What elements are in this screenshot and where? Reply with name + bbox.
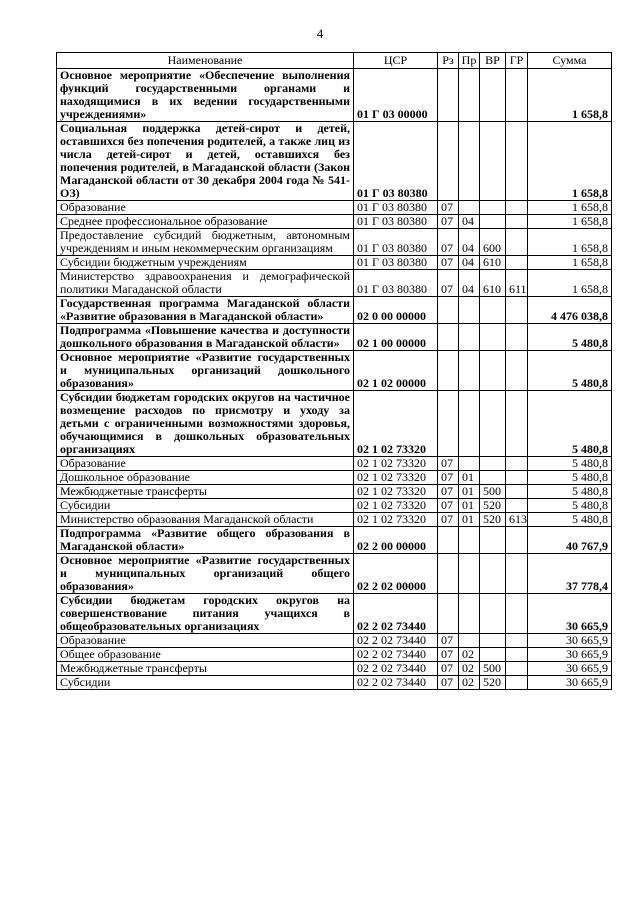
row-vr — [480, 634, 506, 648]
row-rz: 07 — [438, 270, 459, 297]
row-vr — [480, 648, 506, 662]
row-rz — [438, 554, 459, 594]
row-rz — [438, 69, 459, 122]
table-row — [57, 648, 612, 662]
row-gr — [506, 201, 528, 215]
row-sum: 1 658,8 — [528, 229, 612, 256]
row-pr: 04 — [459, 256, 480, 270]
row-gr — [506, 256, 528, 270]
row-name: Государственная программа Магаданской области «Развитие образования в Магаданской области» — [57, 297, 354, 324]
row-sum: 40 767,9 — [528, 527, 612, 554]
row-csr: 02 1 02 73320 — [354, 499, 438, 513]
table-row — [57, 554, 612, 594]
row-sum: 1 658,8 — [528, 270, 612, 297]
row-vr — [480, 201, 506, 215]
row-sum: 4 476 038,8 — [528, 297, 612, 324]
table-row — [57, 351, 612, 391]
row-pr — [459, 527, 480, 554]
row-vr — [480, 527, 506, 554]
row-csr: 02 2 02 73440 — [354, 648, 438, 662]
row-csr: 01 Г 03 80380 — [354, 201, 438, 215]
row-vr — [480, 594, 506, 634]
row-name: Министерство здравоохранения и демографической политики Магаданской области — [57, 270, 354, 297]
row-gr — [506, 122, 528, 201]
header-vr: ВР — [480, 53, 506, 69]
row-csr: 02 2 02 73440 — [354, 662, 438, 676]
table-header-row — [57, 53, 612, 69]
row-gr — [506, 69, 528, 122]
row-csr: 02 2 02 00000 — [354, 554, 438, 594]
row-sum: 37 778,4 — [528, 554, 612, 594]
row-vr — [480, 391, 506, 457]
row-rz: 07 — [438, 485, 459, 499]
row-name: Образование — [57, 457, 354, 471]
row-csr: 02 1 02 73320 — [354, 513, 438, 527]
row-sum: 1 658,8 — [528, 201, 612, 215]
row-vr: 500 — [480, 485, 506, 499]
row-sum: 1 658,8 — [528, 215, 612, 229]
row-name: Образование — [57, 634, 354, 648]
row-csr: 02 1 02 73320 — [354, 485, 438, 499]
row-csr: 02 1 02 73320 — [354, 471, 438, 485]
header-gr: ГР — [506, 53, 528, 69]
table-row — [57, 634, 612, 648]
table-row — [57, 662, 612, 676]
table-row — [57, 270, 612, 297]
row-name: Дошкольное образование — [57, 471, 354, 485]
row-sum: 1 658,8 — [528, 256, 612, 270]
row-sum: 30 665,9 — [528, 676, 612, 690]
row-vr: 520 — [480, 499, 506, 513]
row-gr — [506, 676, 528, 690]
row-csr: 02 2 02 73440 — [354, 676, 438, 690]
row-pr: 04 — [459, 270, 480, 297]
row-csr: 02 2 02 73440 — [354, 634, 438, 648]
row-pr — [459, 297, 480, 324]
row-rz — [438, 351, 459, 391]
header-rz: Рз — [438, 53, 459, 69]
table-row — [57, 122, 612, 201]
row-vr — [480, 215, 506, 229]
table-row — [57, 201, 612, 215]
row-name: Подпрограмма «Развитие общего образования в Магаданской области» — [57, 527, 354, 554]
row-rz: 07 — [438, 229, 459, 256]
row-sum: 5 480,8 — [528, 485, 612, 499]
row-sum: 5 480,8 — [528, 513, 612, 527]
row-name: Субсидии — [57, 499, 354, 513]
row-gr — [506, 648, 528, 662]
row-vr — [480, 69, 506, 122]
row-rz: 07 — [438, 513, 459, 527]
row-gr: 613 — [506, 513, 528, 527]
row-pr: 04 — [459, 229, 480, 256]
row-csr: 01 Г 03 80380 — [354, 270, 438, 297]
row-sum: 30 665,9 — [528, 648, 612, 662]
row-gr — [506, 634, 528, 648]
row-pr: 02 — [459, 676, 480, 690]
row-csr: 02 1 00 00000 — [354, 324, 438, 351]
row-sum: 5 480,8 — [528, 471, 612, 485]
header-csr: ЦСР — [354, 53, 438, 69]
row-gr — [506, 457, 528, 471]
table-row — [57, 457, 612, 471]
table-row — [57, 527, 612, 554]
row-pr — [459, 554, 480, 594]
row-rz: 07 — [438, 648, 459, 662]
table-row — [57, 499, 612, 513]
row-sum: 30 665,9 — [528, 634, 612, 648]
row-vr: 610 — [480, 270, 506, 297]
row-name: Социальная поддержка детей-сирот и детей, оставшихся без попечения родителей, а также лиц из числа детей-сирот и детей, оставшихся без попечения родителей, в Магаданской области (Закон Магаданской области от 30 декабря 2004 года № 541-ОЗ) — [57, 122, 354, 201]
table-row — [57, 471, 612, 485]
row-rz: 07 — [438, 676, 459, 690]
row-vr — [480, 122, 506, 201]
row-vr — [480, 457, 506, 471]
row-rz: 07 — [438, 471, 459, 485]
table-row — [57, 229, 612, 256]
row-sum: 30 665,9 — [528, 594, 612, 634]
row-gr — [506, 297, 528, 324]
row-csr: 01 Г 03 80380 — [354, 122, 438, 201]
row-name: Межбюджетные трансферты — [57, 662, 354, 676]
row-vr: 500 — [480, 662, 506, 676]
table-row — [57, 215, 612, 229]
row-rz: 07 — [438, 634, 459, 648]
row-pr — [459, 457, 480, 471]
row-gr — [506, 594, 528, 634]
table-row — [57, 676, 612, 690]
row-csr: 02 2 00 00000 — [354, 527, 438, 554]
table-row — [57, 297, 612, 324]
table-row — [57, 513, 612, 527]
row-name: Межбюджетные трансферты — [57, 485, 354, 499]
row-sum: 1 658,8 — [528, 69, 612, 122]
row-pr: 01 — [459, 513, 480, 527]
row-gr — [506, 215, 528, 229]
row-gr — [506, 391, 528, 457]
row-rz: 07 — [438, 457, 459, 471]
row-csr: 01 Г 03 80380 — [354, 215, 438, 229]
row-pr — [459, 69, 480, 122]
row-name: Основное мероприятие «Развитие государственных и муниципальных организаций общего образования» — [57, 554, 354, 594]
row-name: Субсидии — [57, 676, 354, 690]
row-gr — [506, 471, 528, 485]
row-gr — [506, 554, 528, 594]
row-rz — [438, 391, 459, 457]
row-gr — [506, 662, 528, 676]
row-pr: 01 — [459, 499, 480, 513]
row-gr — [506, 499, 528, 513]
row-gr — [506, 527, 528, 554]
row-rz: 07 — [438, 201, 459, 215]
row-sum: 5 480,8 — [528, 457, 612, 471]
row-name: Субсидии бюджетам городских округов на совершенствование питания учащихся в общеобразовательных организациях — [57, 594, 354, 634]
header-pr: Пр — [459, 53, 480, 69]
row-vr: 610 — [480, 256, 506, 270]
row-rz — [438, 297, 459, 324]
row-csr: 02 1 02 73320 — [354, 457, 438, 471]
header-name: Наименование — [57, 53, 354, 69]
row-csr: 02 0 00 00000 — [354, 297, 438, 324]
table-row — [57, 69, 612, 122]
row-name: Среднее профессиональное образование — [57, 215, 354, 229]
row-csr: 02 1 02 00000 — [354, 351, 438, 391]
row-rz — [438, 594, 459, 634]
row-csr: 02 2 02 73440 — [354, 594, 438, 634]
row-pr: 04 — [459, 215, 480, 229]
row-csr: 01 Г 03 80380 — [354, 229, 438, 256]
row-pr — [459, 351, 480, 391]
row-name: Основное мероприятие «Обеспечение выполнения функций государственными органами и находящимися в их ведении государственными учреждениями» — [57, 69, 354, 122]
row-vr — [480, 351, 506, 391]
row-rz: 07 — [438, 256, 459, 270]
row-csr: 01 Г 03 80380 — [354, 256, 438, 270]
row-gr — [506, 324, 528, 351]
table-row — [57, 324, 612, 351]
row-vr: 600 — [480, 229, 506, 256]
row-gr — [506, 229, 528, 256]
row-pr — [459, 201, 480, 215]
row-name: Общее образование — [57, 648, 354, 662]
row-sum: 5 480,8 — [528, 351, 612, 391]
row-sum: 30 665,9 — [528, 662, 612, 676]
row-pr: 02 — [459, 662, 480, 676]
budget-table — [56, 52, 612, 690]
row-vr — [480, 554, 506, 594]
row-rz: 07 — [438, 662, 459, 676]
row-pr — [459, 594, 480, 634]
row-sum: 5 480,8 — [528, 324, 612, 351]
row-gr — [506, 485, 528, 499]
row-gr — [506, 351, 528, 391]
row-pr — [459, 122, 480, 201]
row-pr — [459, 634, 480, 648]
row-pr: 01 — [459, 471, 480, 485]
row-name: Субсидии бюджетным учреждениям — [57, 256, 354, 270]
table-row — [57, 485, 612, 499]
row-name: Предоставление субсидий бюджетным, автономным учреждениям и иным некоммерческим организациям — [57, 229, 354, 256]
row-name: Образование — [57, 201, 354, 215]
row-name: Подпрограмма «Повышение качества и доступности дошкольного образования в Магаданской области» — [57, 324, 354, 351]
row-vr: 520 — [480, 513, 506, 527]
row-pr: 01 — [459, 485, 480, 499]
row-csr: 02 1 02 73320 — [354, 391, 438, 457]
row-rz — [438, 324, 459, 351]
header-sum: Сумма — [528, 53, 612, 69]
row-vr — [480, 324, 506, 351]
row-sum: 5 480,8 — [528, 391, 612, 457]
row-name: Основное мероприятие «Развитие государственных и муниципальных организаций дошкольного образования» — [57, 351, 354, 391]
table-row — [57, 256, 612, 270]
table-row — [57, 391, 612, 457]
row-name: Субсидии бюджетам городских округов на частичное возмещение расходов по присмотру и уходу за детьми с ограниченными возможностями здоровья, обучающимися в дошкольных образовательных организациях — [57, 391, 354, 457]
row-pr — [459, 391, 480, 457]
row-rz — [438, 122, 459, 201]
row-pr — [459, 324, 480, 351]
row-gr: 611 — [506, 270, 528, 297]
row-rz: 07 — [438, 215, 459, 229]
row-rz: 07 — [438, 499, 459, 513]
row-rz — [438, 527, 459, 554]
row-vr: 520 — [480, 676, 506, 690]
page-number: 4 — [316, 26, 324, 41]
row-vr — [480, 297, 506, 324]
row-csr: 01 Г 03 00000 — [354, 69, 438, 122]
row-pr: 02 — [459, 648, 480, 662]
row-name: Министерство образования Магаданской области — [57, 513, 354, 527]
row-sum: 5 480,8 — [528, 499, 612, 513]
table-row — [57, 594, 612, 634]
row-vr — [480, 471, 506, 485]
row-sum: 1 658,8 — [528, 122, 612, 201]
